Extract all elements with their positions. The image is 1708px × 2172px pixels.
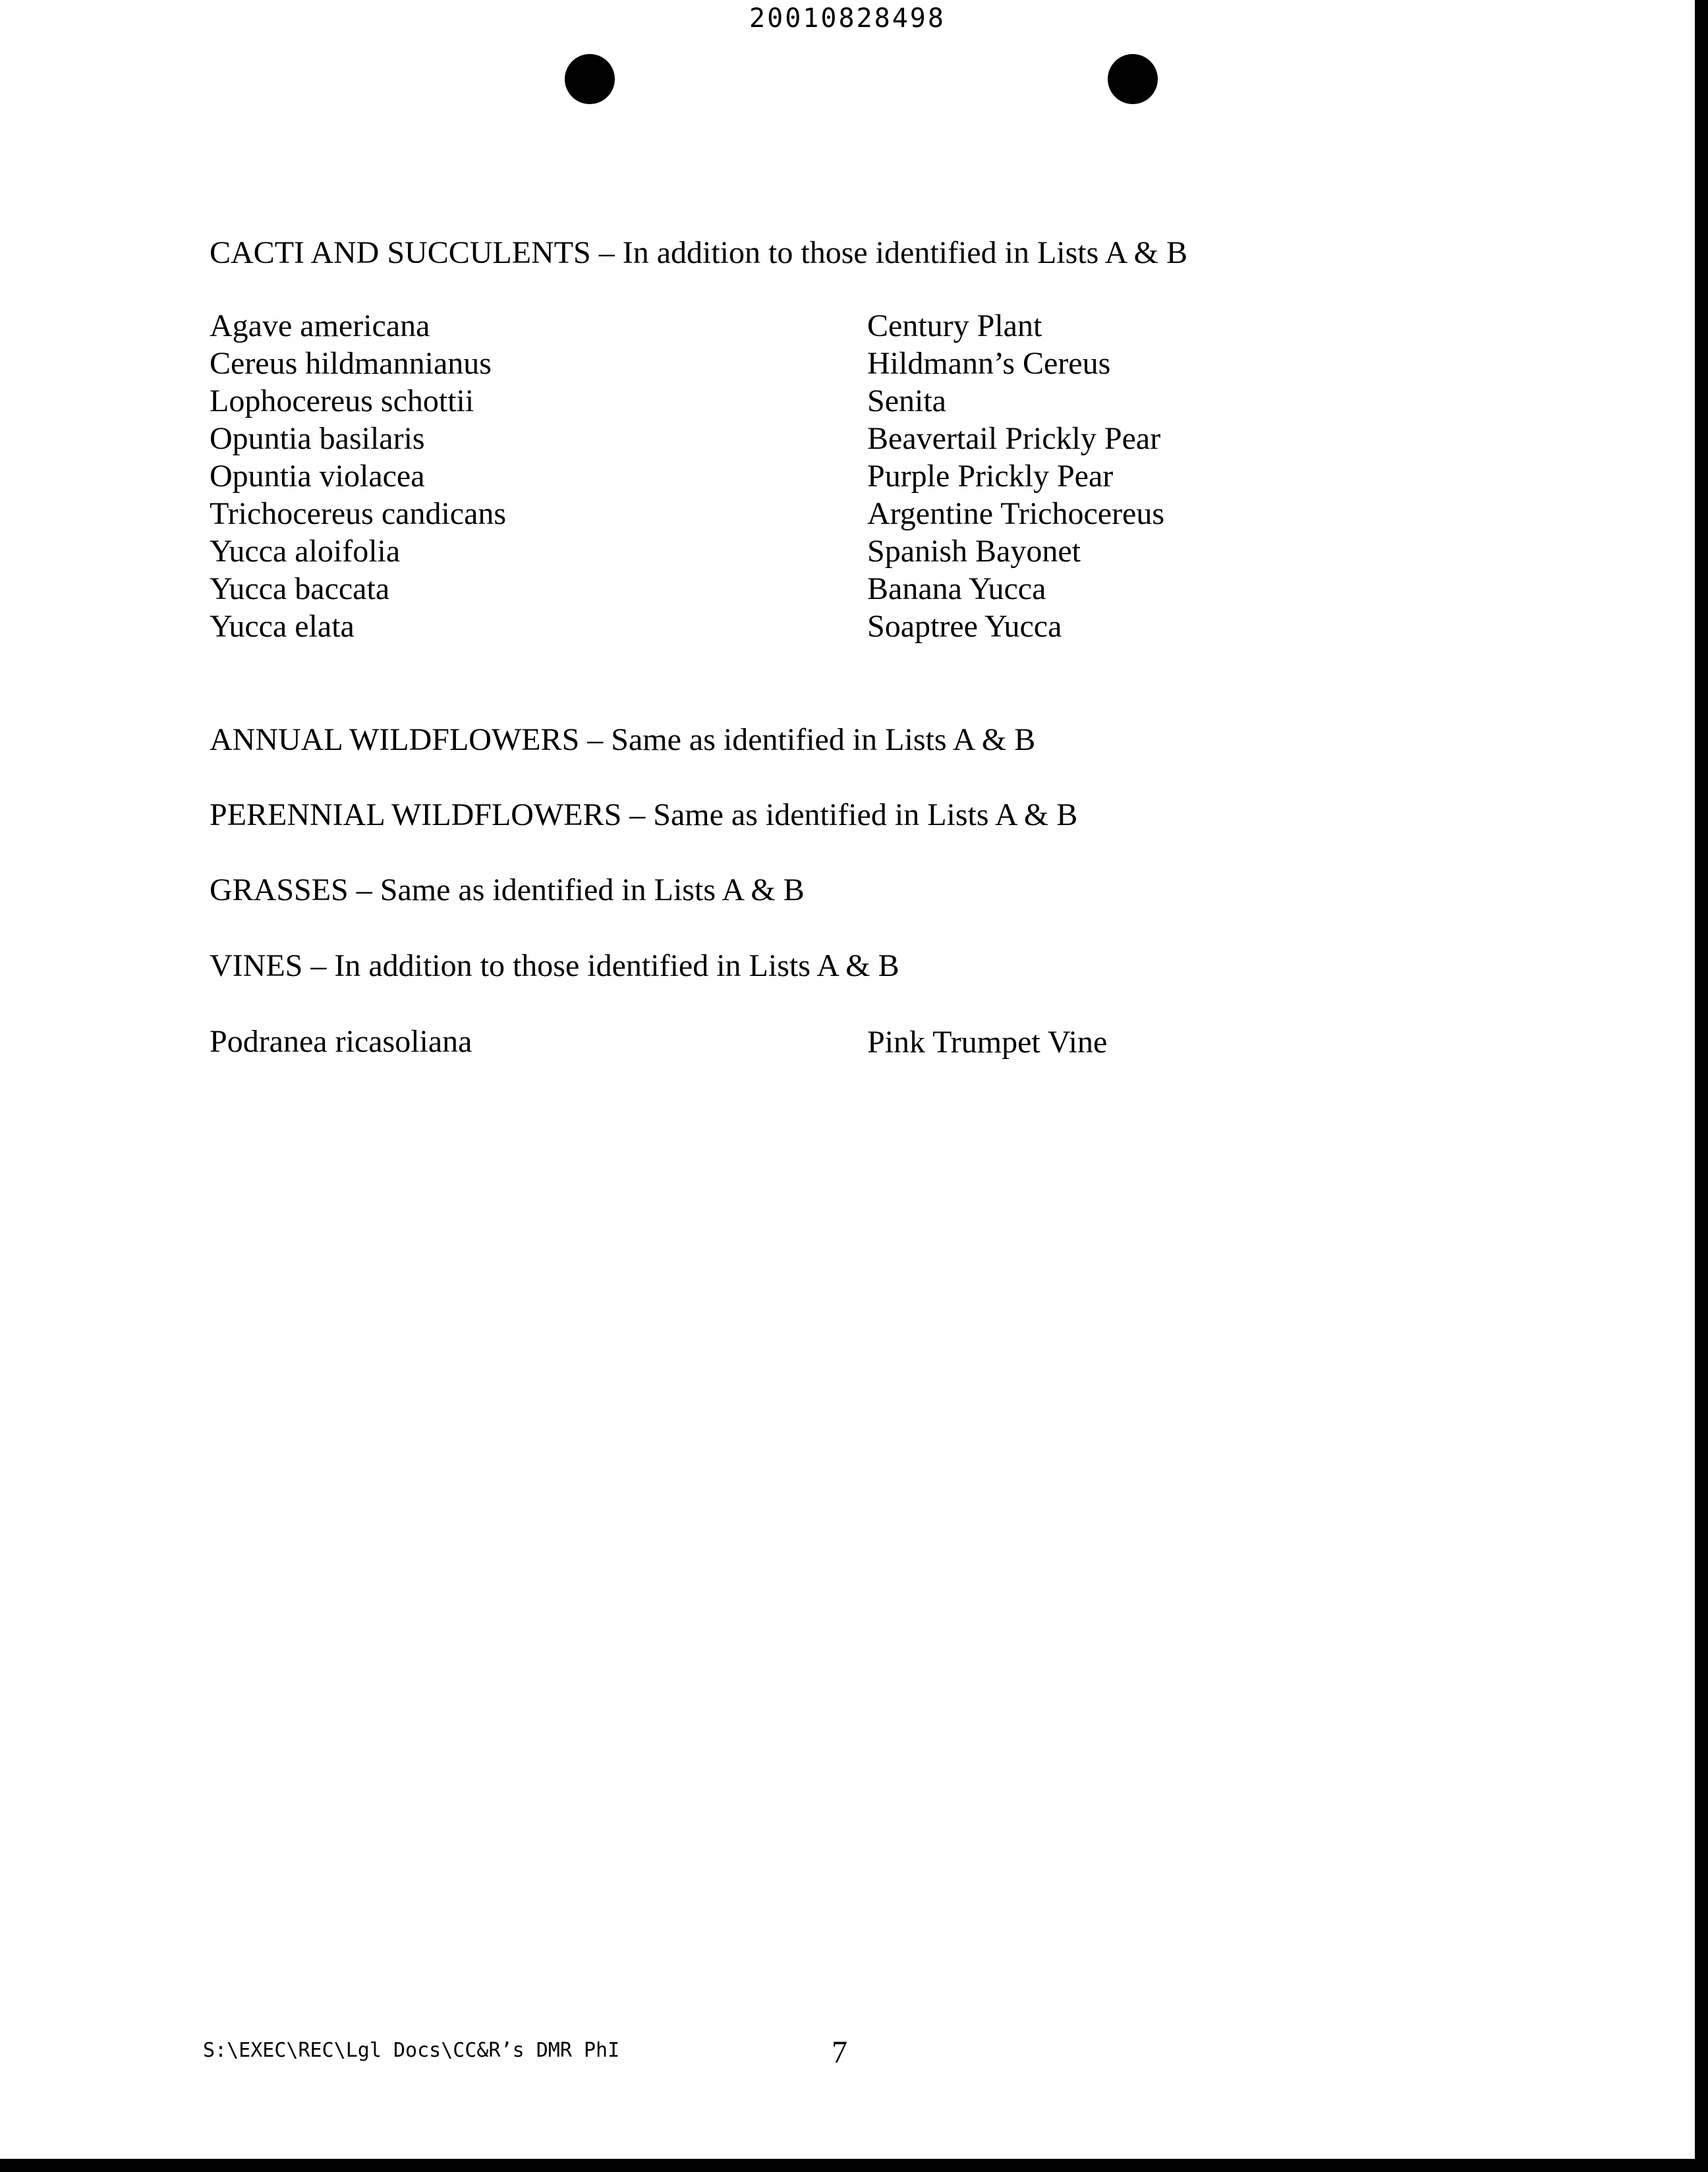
vines-heading: VINES – In addition to those identified in Lists A & B (210, 948, 899, 983)
punch-hole-right (1108, 54, 1158, 104)
list-item (0, 495, 1695, 532)
list-item (0, 608, 1695, 645)
annual-wildflowers-heading: ANNUAL WILDFLOWERS – Same as identified in Lists A & B (210, 722, 1036, 757)
common-name: Spanish Bayonet (867, 534, 1081, 569)
page-number: 7 (832, 2035, 847, 2070)
scientific-name: Cereus hildmannianus (210, 346, 492, 381)
scientific-name: Yucca elata (210, 609, 355, 644)
footer-file-path: S:\EXEC\REC\Lgl Docs\CC&R’s DMR PhI (203, 2039, 620, 2062)
common-name: Soaptree Yucca (867, 609, 1062, 644)
list-item (0, 420, 1695, 457)
common-name: Purple Prickly Pear (867, 459, 1114, 494)
vine-scientific-name: Podranea ricasoliana (210, 1024, 472, 1059)
vine-common-name: Pink Trumpet Vine (867, 1025, 1108, 1060)
scientific-name: Opuntia basilaris (210, 421, 425, 456)
list-item (0, 570, 1695, 608)
punch-hole-left (565, 54, 615, 104)
common-name: Beavertail Prickly Pear (867, 421, 1161, 456)
scientific-name: Agave americana (210, 308, 430, 343)
common-name: Banana Yucca (867, 571, 1046, 606)
cacti-heading: CACTI AND SUCCULENTS – In addition to those identified in Lists A & B (210, 235, 1188, 270)
scientific-name: Yucca baccata (210, 571, 390, 606)
list-item (0, 457, 1695, 495)
list-item (0, 382, 1695, 420)
common-name: Senita (867, 384, 946, 418)
common-name: Hildmann’s Cereus (867, 346, 1111, 381)
list-item (0, 307, 1695, 345)
cacti-list (0, 307, 1695, 645)
scientific-name: Opuntia violacea (210, 459, 425, 494)
document-number: 20010828498 (749, 3, 946, 34)
list-item (0, 345, 1695, 382)
perennial-wildflowers-heading: PERENNIAL WILDFLOWERS – Same as identified in Lists A & B (210, 797, 1078, 832)
scientific-name: Yucca aloifolia (210, 534, 401, 569)
list-item (0, 532, 1695, 570)
scientific-name: Trichocereus candicans (210, 496, 507, 531)
common-name: Century Plant (867, 308, 1042, 343)
common-name: Argentine Trichocereus (867, 496, 1165, 531)
scientific-name: Lophocereus schottii (210, 384, 474, 418)
grasses-heading: GRASSES – Same as identified in Lists A & B (210, 872, 805, 907)
